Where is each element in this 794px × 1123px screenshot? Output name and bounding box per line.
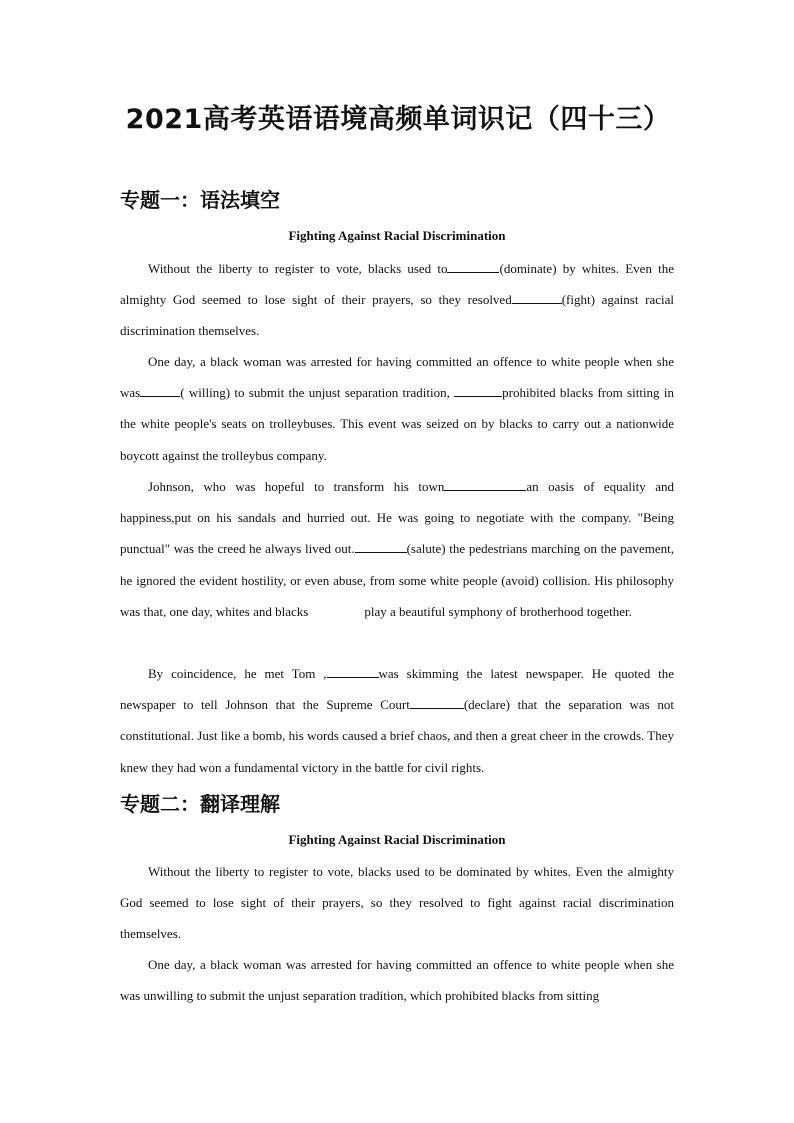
paragraph-text: One day, a black woman was arrested for having committed an offence to white people when she was	[120, 354, 674, 401]
paragraph-1	[120, 253, 674, 347]
answer-blank[interactable]	[410, 696, 464, 709]
paragraph-text: play a beautiful symphony of brotherhood together.	[364, 603, 632, 619]
paragraph-3	[120, 471, 674, 627]
answer-blank[interactable]	[355, 540, 407, 553]
paragraph-text: (fight) against racial discrimination themselves.	[120, 292, 675, 339]
paragraph-text: Without the liberty to register to vote, blacks used to	[148, 261, 448, 276]
paragraph-text: (dominate) by whites. Even the almighty God seemed to lose sight of their prayers, so they resolved	[120, 261, 675, 308]
paragraph-text: (declare) that the separation was not constitutional. Just like a bomb, his words caused a brief chaos, and then a great cheer in the crowds. They knew they had won a fundamental victory in the battle for civil rights.	[120, 697, 674, 775]
paragraph-2: One day, a black woman was arrested for having committed an offence to white people when she was unwilling to submit the unjust separation tradition, which prohibited blacks from sitting	[120, 957, 674, 1004]
section-heading-translation: 专题二：翻译理解	[120, 792, 280, 816]
answer-blank[interactable]	[447, 260, 499, 273]
paragraph-text: ( willing) to submit the unjust separation tradition,	[180, 385, 450, 401]
paragraph-text: (salute) the pedestrians marching on the pavement, he ignored the evident hostility, or even abuse, from some white people (avoid) collision. His philosophy was that, one day, whites and blacks	[120, 541, 674, 619]
paragraph-text: By coincidence, he met Tom ,	[148, 666, 327, 681]
paragraph-text: prohibited blacks from sitting in the white people's seats on trolleybuses. This event was seized on by blacks to carry out a nationwide boycott against the trolleybus company.	[120, 385, 674, 463]
paragraph-text: was skimming the latest newspaper. He quoted the newspaper to tell Johnson that the Supreme Court	[120, 666, 674, 713]
paragraph-text: Johnson, who was hopeful to transform his town	[148, 479, 445, 494]
paragraph-1: Without the liberty to register to vote, blacks used to be dominated by whites. Even the almighty God seemed to lose sight of their prayers, so they resolved to fight against racial discrimination themselves.	[120, 864, 674, 942]
article-title: Fighting Against Racial Discrimination	[288, 832, 506, 847]
answer-blank[interactable]	[512, 291, 562, 304]
article-title: Fighting Against Racial Discrimination	[288, 228, 506, 243]
answer-blank[interactable]	[454, 384, 502, 397]
paragraph-2	[120, 346, 674, 471]
section-heading-grammar: 专题一：语法填空	[120, 188, 280, 212]
answer-blank[interactable]	[327, 665, 379, 678]
paragraph-text: an oasis of equality and happiness,put on his sandals and hurried out. He was going to negotiate with the company. "Being punctual" was the creed he always lived out.	[120, 479, 674, 557]
answer-blank[interactable]	[140, 384, 180, 397]
answer-blank[interactable]	[444, 478, 526, 491]
paragraph-4	[120, 658, 674, 783]
document-title: 2021高考英语语境高频单词识记（四十三）	[125, 104, 671, 135]
